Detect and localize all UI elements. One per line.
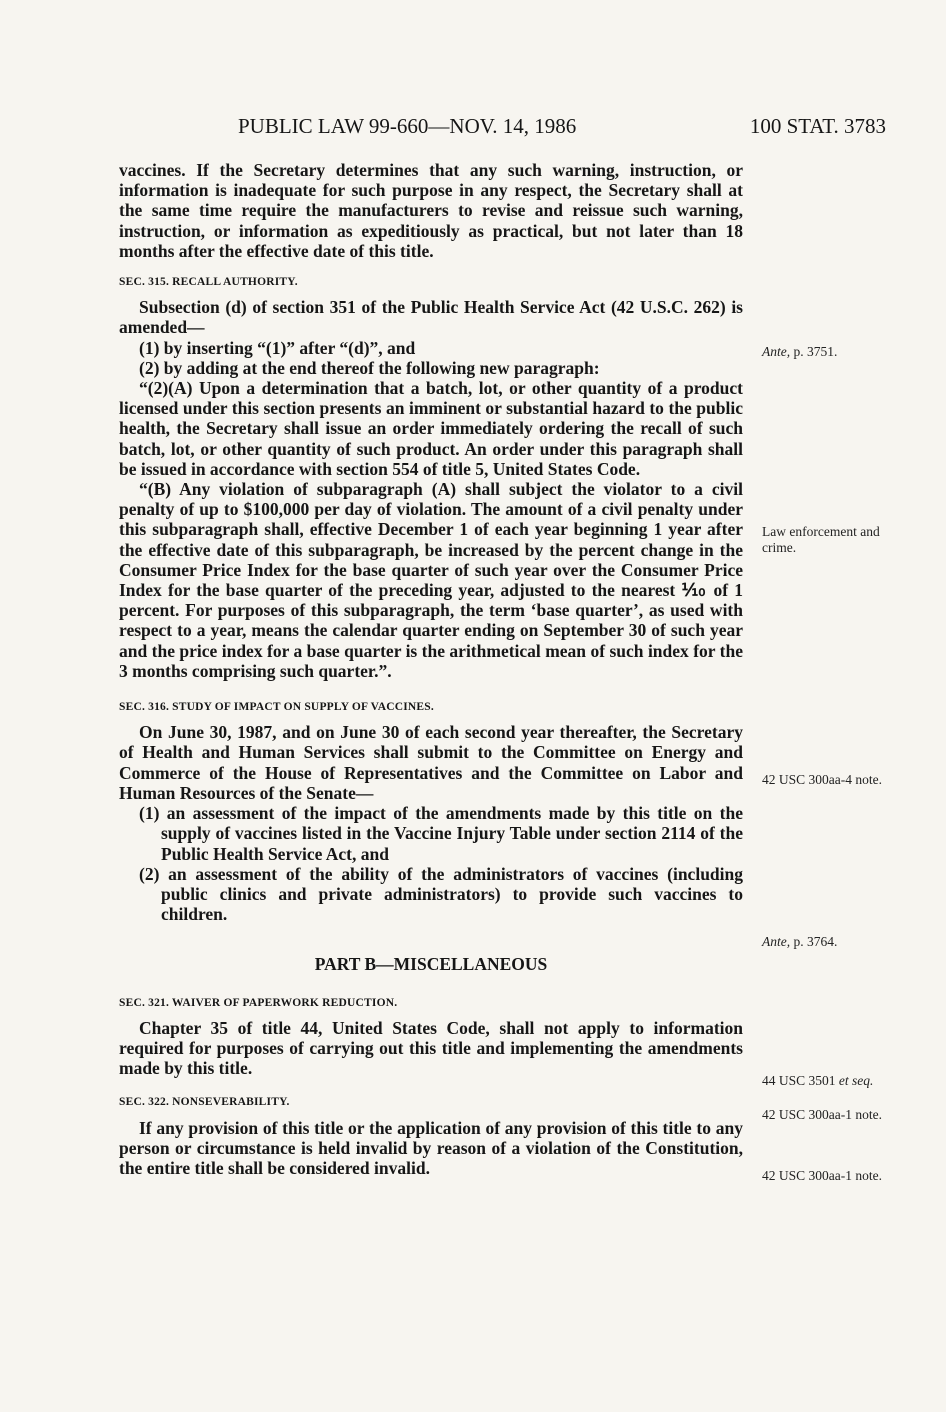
- statute-page: 100 STAT. 3783: [749, 114, 886, 138]
- sec-315-item-2: (2) by adding at the end thereof the following new paragraph:: [139, 357, 600, 378]
- sec-315-para-2: “(2)(A) Upon a determination that a batch, lot, or other quantity of a product licensed under this section presents an imminent or substantial hazard to the public health, the Secretary shall issue an order immediately ordering the recall of such batch, lot, or other quantity of such product. An order under this paragraph shall be issued in accordance with section 554 of title 5, United States Code.: [119, 378, 743, 479]
- margin-note-42-usc-300aa-4: 42 USC 300aa-4 note.: [762, 772, 882, 787]
- sec-315-item-1: (1) by inserting “(1)” after “(d)”, and: [139, 337, 416, 358]
- sec-315-para-3: “(B) Any violation of subparagraph (A) shall subject the violator to a civil penalty of up to $100,000 per day of violation. The amount of a civil penalty under this subparagraph shall, effective December 1 of each year beginning 1 year after the effective date of this subparagraph, be increased by the percent change in the Consumer Price Index for the base quarter of such year over the Consumer Price Index for the base quarter of the preceding year, adjusted to the nearest ⅒ of 1 percent. For purposes of this subparagraph, the term ‘base quarter’, as used with respect to a year, means the calendar quarter ending on September 30 of such year and the price index for a base quarter is the arithmetical mean of such index for the 3 months comprising such quarter.”.: [119, 479, 743, 681]
- sec-322-para-1: If any provision of this title or the application of any provision of this title to any person or circumstance is held invalid by reason of a violation of the Constitution, the entire title shall be considered invalid.: [119, 1117, 743, 1178]
- sec-316-item-1: (1) an assessment of the impact of the amendments made by this title on the supply of vaccines listed in the Vaccine Injury Table under section 2114 of the Public Health Service Act, and: [139, 803, 743, 864]
- sec-316-heading: SEC. 316. STUDY OF IMPACT ON SUPPLY OF VACCINES.: [119, 701, 434, 714]
- margin-note-42-usc-300aa-1-b: 42 USC 300aa-1 note.: [762, 1168, 882, 1183]
- margin-note-ante-3764: Ante, p. 3764.: [762, 934, 838, 949]
- sec-316-para-1: On June 30, 1987, and on June 30 of each second year thereafter, the Secretary of Health and Human Services shall submit to the Committee on Energy and Commerce of the House of Representatives and the Committee on Labor and Human Resources of the Senate—: [119, 722, 743, 803]
- law-title: PUBLIC LAW 99-660—NOV. 14, 1986: [238, 114, 577, 138]
- margin-note-law-enforcement: Law enforcement and crime.: [762, 524, 880, 555]
- sec-315-heading: SEC. 315. RECALL AUTHORITY.: [119, 276, 298, 289]
- intro-paragraph: vaccines. If the Secretary determines that any such warning, instruction, or information is inadequate for such purpose in any respect, the Secretary shall at the same time require the manufacturers to revise and reissue such warning, instruction, or information as expeditiously as practical, but not later than 18 months after the effective date of this title.: [119, 160, 743, 261]
- sec-322-heading: SEC. 322. NONSEVERABILITY.: [119, 1096, 290, 1109]
- running-header: [120, 114, 886, 144]
- sec-316-item-2: (2) an assessment of the ability of the administrators of vaccines (including public clinics and private administrators) to provide such vaccines to children.: [139, 863, 743, 925]
- margin-note-ante-3751: Ante, p. 3751.: [762, 344, 838, 359]
- margin-note-44-usc-3501: 44 USC 3501 et seq.: [762, 1073, 874, 1088]
- sec-321-para-1: Chapter 35 of title 44, United States Code, shall not apply to information required for purposes of carrying out this title and implementing the amendments made by this title.: [119, 1017, 743, 1079]
- sec-321-heading: SEC. 321. WAIVER OF PAPERWORK REDUCTION.: [119, 996, 398, 1009]
- main-text: [119, 160, 743, 1178]
- margin-note-42-usc-300aa-1-a: 42 USC 300aa-1 note.: [762, 1107, 882, 1122]
- part-b-heading: PART B—MISCELLANEOUS: [314, 954, 548, 975]
- sec-315-para-1: Subsection (d) of section 351 of the Public Health Service Act (42 U.S.C. 262) is amended—: [119, 297, 743, 338]
